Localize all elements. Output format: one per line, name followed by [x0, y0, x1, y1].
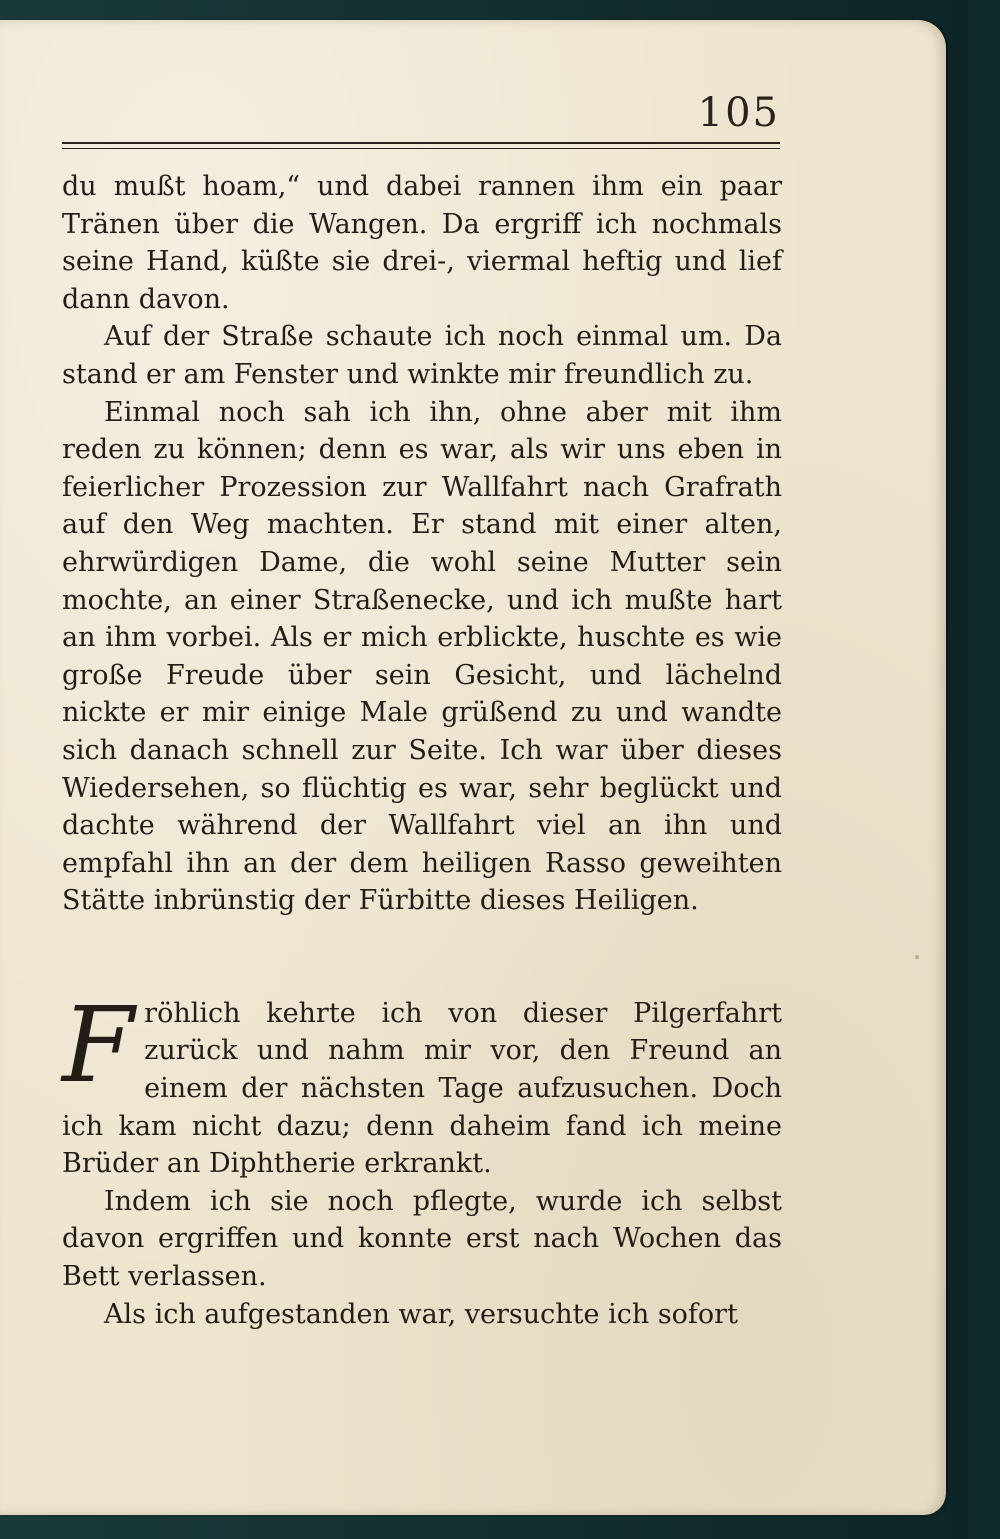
paragraph-6: Als ich aufgestanden war, versuchte ich sofort	[104, 1298, 738, 1330]
paragraph-3: Einmal noch sah ich ihn, ohne aber mit ihm reden zu können; denn es war, als wir uns eben in feierlicher Prozession zur Wallfahrt nach Grafrath auf den Weg machten. Er stand mit einer alten, ehrwürdigen Dame, die wohl seine Mutter sein mochte, an einer Straßenecke, und ich mußte hart an ihm vorbei. Als er mich erblickte, huschte es wie große Freude über sein Gesicht, und lächelnd nickte er mir einige Male grüßend zu und wandte sich danach schnell zur Seite. Ich war über dieses Wiedersehen, so flüchtig es war, sehr beglückt und dachte während der Wallfahrt viel an ihn und empfahl ihn an der dem heiligen Rasso geweihten Stätte inbrünstig der Fürbitte dieses Heiligen.	[62, 396, 782, 917]
page-header	[62, 90, 780, 160]
drop-cap: F	[62, 983, 135, 1106]
header-rule-thin	[62, 148, 780, 149]
page-body	[62, 168, 782, 1333]
paper-speck	[915, 955, 919, 959]
paragraph-2: Auf der Straße schaute ich noch einmal um. Da stand er am Fenster und winkte mir freundlich zu.	[62, 321, 782, 390]
paragraph-1: du mußt hoam,“ und dabei rannen ihm ein paar Tränen über die Wangen. Da ergriff ich nochmals seine Hand, küßte sie drei-, viermal heftig und lief dann davon.	[62, 171, 782, 315]
page-number: 105	[697, 90, 780, 136]
header-rule	[62, 142, 780, 144]
section2-first-paragraph-text: röhlich kehrte ich von dieser Pilgerfahrt zurück und nahm mir vor, den Freund an einem der nächsten Tage aufzusuchen. Doch ich kam nicht dazu; denn daheim fand ich meine Brüder an Diphtherie erkrankt.	[62, 997, 782, 1180]
paragraph-5: Indem ich sie noch pflegte, wurde ich selbst davon ergriffen und konnte erst nach Wochen das Bett verlassen.	[62, 1185, 782, 1293]
section-break	[62, 920, 782, 995]
section2-first-paragraph	[62, 983, 782, 1183]
